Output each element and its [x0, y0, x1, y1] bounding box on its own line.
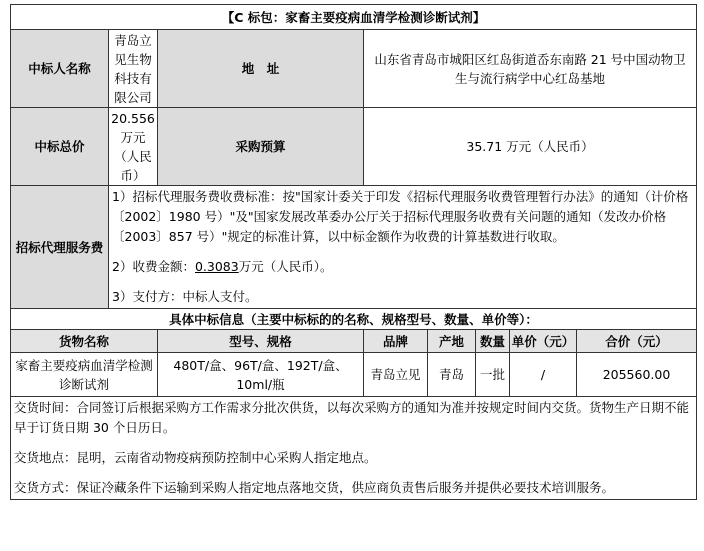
package-title: 【C 标包：家畜主要疫病血清学检测诊断试剂】 — [11, 5, 697, 30]
budget-value: 35.71 万元（人民币） — [364, 108, 697, 186]
detail-title: 具体中标信息（主要中标标的的名称、规格型号、数量、单价等）： — [11, 309, 697, 330]
detail-header-row — [11, 330, 697, 353]
agency-fee-standard: 1）招标代理服务费收费标准：按"国家计委关于印发《招标代理服务收费管理暂行办法》的通知（计价格〔2002〕1980 号）"及"国家发展改革委办公厅关于招标代理服务收费有关问题的通知（发改办价格〔2003〕857 号）"规定的标准计算，以中标金额作为收费的计算基数进行收取。 — [112, 189, 689, 244]
agency-fee-row — [11, 186, 697, 309]
bid-result-table — [10, 4, 697, 500]
agency-fee-amount-prefix: 2）收费金额： — [112, 259, 195, 274]
col-header-spec: 型号、规格 — [158, 330, 364, 353]
item-spec: 480T/盒、96T/盒、192T/盒、10ml/瓶 — [158, 353, 364, 397]
delivery-place: 交货地点：昆明，云南省动物疫病预防控制中心采购人指定地点。 — [14, 450, 377, 465]
item-total: 205560.00 — [577, 353, 697, 397]
agency-fee-amount — [112, 257, 693, 277]
item-name: 家畜主要疫病血清学检测诊断试剂 — [11, 353, 158, 397]
agency-fee-amount-value: 0.3083 — [194, 259, 239, 274]
agency-fee-payer: 3）支付方：中标人支付。 — [112, 289, 258, 304]
agency-fee-amount-suffix: 万元（人民币）。 — [238, 259, 333, 274]
col-header-qty: 数量 — [476, 330, 510, 353]
winner-label: 中标人名称 — [11, 30, 109, 108]
delivery-method: 交货方式：保证冷藏条件下运输到采购人指定地点落地交货，供应商负责售后服务并提供必要技术培训服务。 — [14, 480, 615, 495]
col-header-total: 合价（元） — [577, 330, 697, 353]
col-header-brand: 品牌 — [364, 330, 428, 353]
col-header-origin: 产地 — [428, 330, 476, 353]
address-label: 地 址 — [158, 30, 364, 108]
col-header-unit-price: 单价（元） — [510, 330, 577, 353]
address-value: 山东省青岛市城阳区红岛街道岙东南路 21 号中国动物卫生与流行病学中心红岛基地 — [364, 30, 697, 108]
package-title-row — [11, 5, 697, 30]
budget-label: 采购预算 — [158, 108, 364, 186]
winner-row — [11, 30, 697, 108]
item-unit-price: / — [510, 353, 577, 397]
agency-fee-detail — [109, 186, 697, 309]
item-brand: 青岛立见 — [364, 353, 428, 397]
item-qty: 一批 — [476, 353, 510, 397]
total-price-label: 中标总价 — [11, 108, 109, 186]
delivery-row — [11, 397, 697, 500]
delivery-time: 交货时间：合同签订后根据采购方工作需求分批次供货，以每次采购方的通知为准并按规定时间内交货。货物生产日期不能早于订货日期 30 个日历日。 — [14, 400, 690, 435]
agency-fee-label: 招标代理服务费 — [11, 186, 109, 309]
winner-name: 青岛立见生物科技有限公司 — [109, 30, 158, 108]
total-price-value: 20.556 万元（人民币） — [109, 108, 158, 186]
col-header-name: 货物名称 — [11, 330, 158, 353]
delivery-info — [11, 397, 697, 500]
detail-title-row — [11, 309, 697, 330]
price-row — [11, 108, 697, 186]
detail-data-row — [11, 353, 697, 397]
item-origin: 青岛 — [428, 353, 476, 397]
